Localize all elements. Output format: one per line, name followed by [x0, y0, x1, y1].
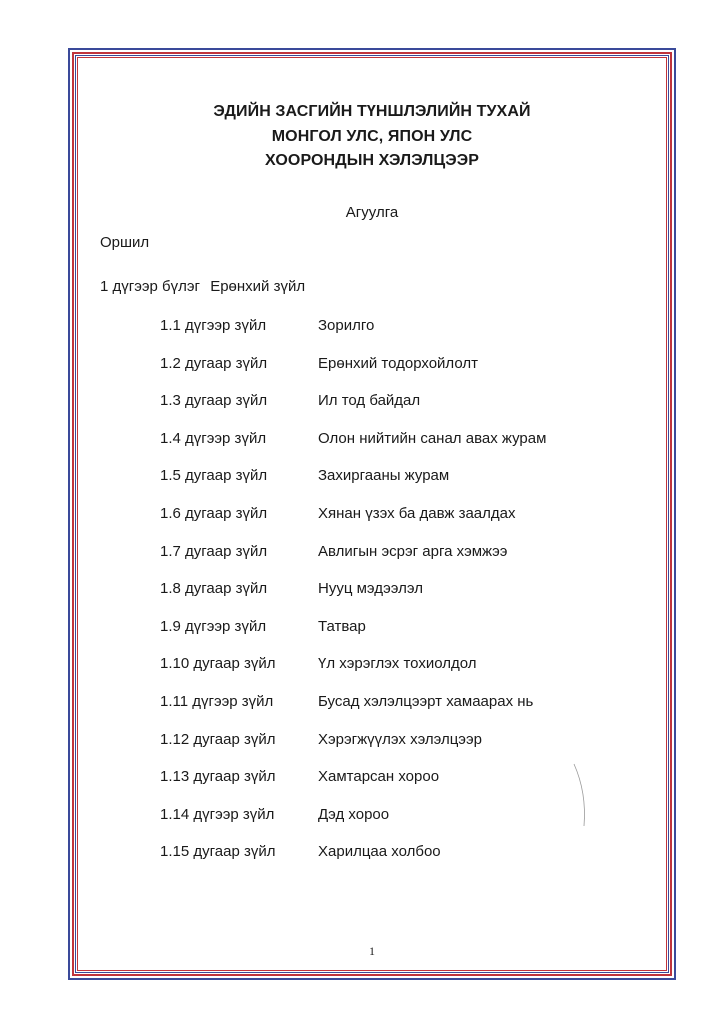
article-row: [0, 843, 728, 881]
article-title: Зорилго: [318, 317, 375, 334]
article-title: Хянан үзэх ба давж заалдах: [318, 504, 516, 522]
article-title: Үл хэрэглэх тохиолдол: [318, 655, 477, 673]
article-title: Олон нийтийн санал авах журам: [318, 429, 547, 447]
title-line-2: МОНГОЛ УЛС, ЯПОН УЛС: [271, 127, 473, 145]
article-number: 1.14 дүгээр зүйл: [160, 805, 275, 823]
article-number: 1.10 дугаар зүйл: [160, 655, 276, 673]
article-number: 1.7 дугаар зүйл: [160, 542, 268, 560]
article-number: 1.5 дугаар зүйл: [160, 467, 268, 485]
article-title: Хэрэгжүүлэх хэлэлцээр: [318, 730, 482, 748]
chapter-entry: [100, 278, 305, 295]
article-row: [0, 467, 728, 505]
article-row: [0, 430, 728, 468]
article-title: Татвар: [318, 617, 366, 635]
article-number: 1.13 дугаар зүйл: [160, 768, 276, 786]
article-title: Харилцаа холбоо: [318, 843, 441, 861]
article-title: Авлигын эсрэг арга хэмжээ: [318, 542, 508, 560]
article-row: [0, 806, 728, 844]
contents-heading: Агуулга: [345, 204, 399, 221]
article-row: [0, 392, 728, 430]
article-row: [0, 317, 728, 355]
article-title: Хамтарсан хороо: [318, 768, 440, 786]
article-number: 1.11 дүгээр зүйл: [160, 692, 274, 710]
document-title: [0, 100, 728, 174]
article-number: 1.2 дугаар зүйл: [160, 354, 268, 372]
article-title: Нууц мэдээлэл: [318, 580, 423, 598]
article-number: 1.9 дүгээр зүйл: [160, 617, 267, 635]
article-row: [0, 731, 728, 769]
article-row: [0, 543, 728, 581]
article-row: [0, 768, 728, 806]
article-row: [0, 693, 728, 731]
title-line-3: ХООРОНДЫН ХЭЛЭЛЦЭЭР: [265, 152, 479, 169]
article-number: 1.8 дугаар зүйл: [160, 580, 268, 598]
article-title: Захиргааны журам: [318, 467, 450, 485]
article-number: 1.12 дугаар зүйл: [160, 730, 276, 748]
article-number: 1.6 дугаар зүйл: [160, 504, 268, 522]
pen-mark: [572, 762, 588, 828]
article-number: 1.15 дугаар зүйл: [160, 843, 276, 861]
title-line-1: ЭДИЙН ЗАСГИЙН ТҮНШЛЭЛИЙН ТУХАЙ: [213, 103, 531, 120]
article-number: 1.3 дугаар зүйл: [160, 392, 268, 410]
article-number: 1.1 дүгээр зүйл: [160, 317, 267, 334]
article-title: Бусад хэлэлцээрт хамаарах нь: [318, 692, 534, 710]
article-row: [0, 505, 728, 543]
article-row: [0, 580, 728, 618]
article-row: [0, 618, 728, 656]
article-row: [0, 355, 728, 393]
article-number: 1.4 дүгээр зүйл: [160, 429, 267, 447]
article-list: [0, 317, 728, 881]
page-number: 1: [369, 944, 375, 958]
article-row: [0, 655, 728, 693]
chapter-number: 1 дүгээр бүлэг: [100, 278, 201, 295]
preamble-entry: Оршил: [100, 234, 150, 251]
article-title: Ил тод байдал: [318, 392, 421, 410]
article-title: Дэд хороо: [318, 805, 390, 823]
chapter-title: Ерөнхий зүйл: [210, 278, 306, 295]
article-title: Ерөнхий тодорхойлолт: [318, 354, 478, 372]
